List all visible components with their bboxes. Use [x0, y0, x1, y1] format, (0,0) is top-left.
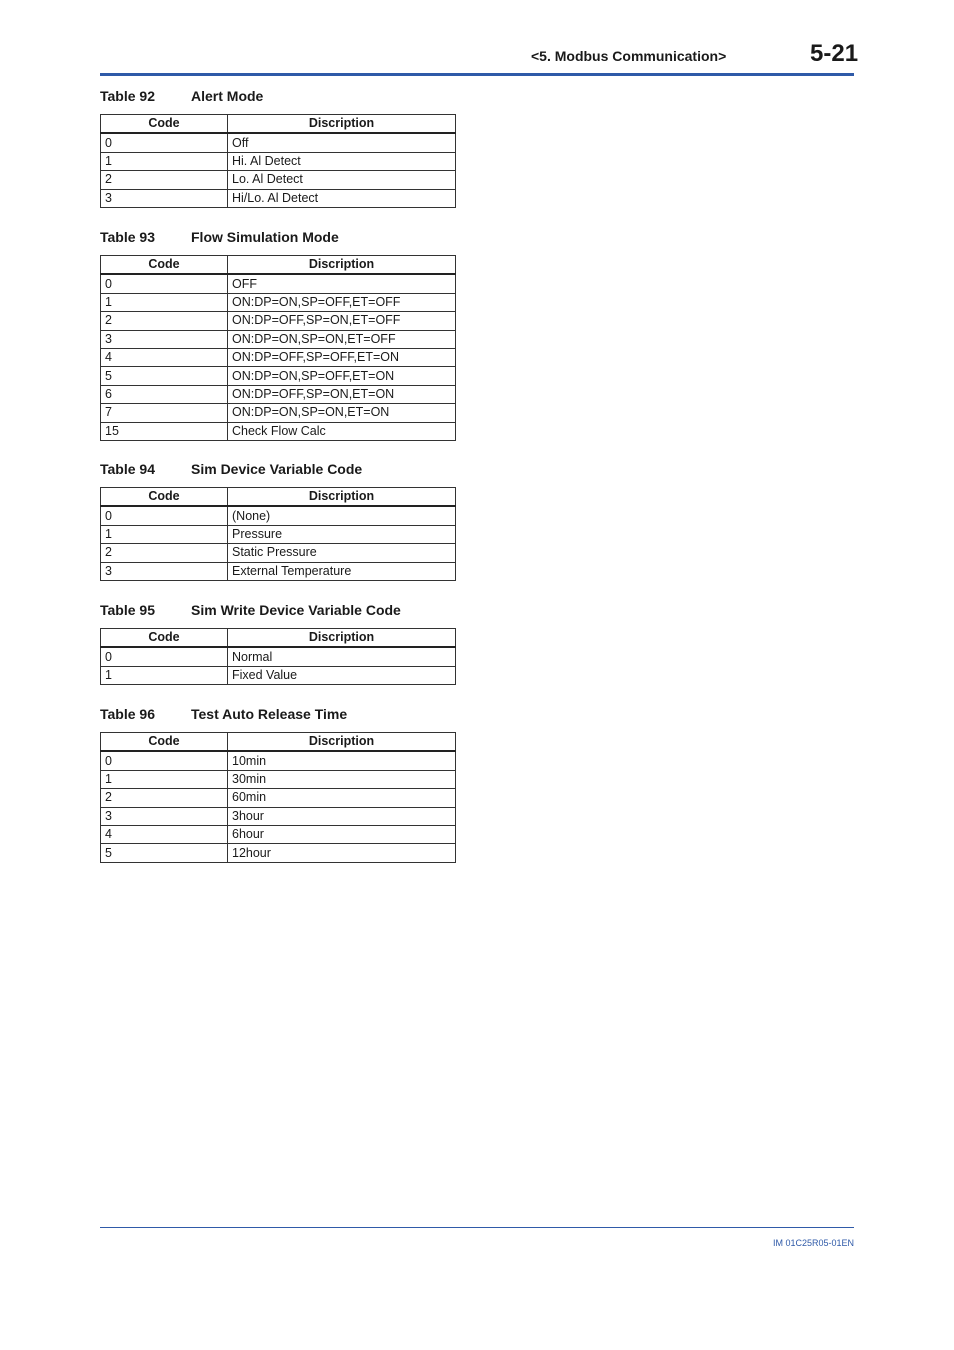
table-row	[101, 312, 456, 330]
cell-description: ON:DP=OFF,SP=OFF,ET=ON	[228, 348, 456, 366]
table-row	[101, 367, 456, 385]
cell-code: 0	[101, 274, 228, 293]
cell-code: 1	[101, 770, 228, 788]
table-row	[101, 189, 456, 207]
cell-code: 2	[101, 544, 228, 562]
cell-description: 6hour	[228, 825, 456, 843]
table-caption	[100, 602, 455, 619]
table-row	[101, 422, 456, 440]
cell-description: ON:DP=ON,SP=OFF,ET=ON	[228, 367, 456, 385]
cell-code: 15	[101, 422, 228, 440]
cell-code: 3	[101, 330, 228, 348]
cell-description: ON:DP=ON,SP=OFF,ET=OFF	[228, 293, 456, 311]
table-row	[101, 274, 456, 293]
table-block	[100, 88, 455, 208]
cell-description: Lo. Al Detect	[228, 171, 456, 189]
cell-description: OFF	[228, 274, 456, 293]
table-header-row	[101, 115, 456, 134]
table-number: Table 95	[100, 602, 155, 618]
cell-code: 0	[101, 647, 228, 666]
code-table	[100, 732, 456, 863]
table-row	[101, 404, 456, 422]
cell-description: Static Pressure	[228, 544, 456, 562]
document-id: IM 01C25R05-01EN	[772, 1238, 854, 1248]
cell-description: External Temperature	[228, 562, 456, 580]
header-code: Code	[101, 115, 228, 134]
header-description: Discription	[228, 629, 456, 648]
header-code: Code	[101, 256, 228, 275]
cell-description: Hi. Al Detect	[228, 152, 456, 170]
table-title: Test Auto Release Time	[191, 706, 348, 722]
table-row	[101, 544, 456, 562]
footer-rule	[100, 1227, 854, 1228]
table-number: Table 92	[100, 88, 155, 104]
cell-description: ON:DP=OFF,SP=ON,ET=ON	[228, 385, 456, 403]
table-number: Table 93	[100, 229, 155, 245]
table-row	[101, 152, 456, 170]
table-header-row	[101, 488, 456, 507]
cell-code: 4	[101, 348, 228, 366]
table-row	[101, 844, 456, 862]
table-title: Sim Write Device Variable Code	[191, 602, 401, 618]
cell-code: 1	[101, 152, 228, 170]
table-block	[100, 706, 455, 863]
table-header-row	[101, 256, 456, 275]
table-row	[101, 348, 456, 366]
cell-code: 2	[101, 312, 228, 330]
code-table	[100, 628, 456, 685]
table-row	[101, 647, 456, 666]
cell-code: 1	[101, 525, 228, 543]
table-row	[101, 506, 456, 525]
cell-code: 2	[101, 789, 228, 807]
cell-description: Check Flow Calc	[228, 422, 456, 440]
cell-description: 60min	[228, 789, 456, 807]
table-title: Sim Device Variable Code	[191, 461, 363, 477]
cell-description: 12hour	[228, 844, 456, 862]
table-row	[101, 133, 456, 152]
code-table	[100, 487, 456, 581]
table-block	[100, 229, 455, 441]
header-code: Code	[101, 733, 228, 752]
table-row	[101, 171, 456, 189]
cell-code: 4	[101, 825, 228, 843]
cell-code: 1	[101, 666, 228, 684]
table-block	[100, 602, 455, 685]
section-header: <5. Modbus Communication>	[531, 48, 727, 64]
cell-description: Off	[228, 133, 456, 152]
header-rule	[100, 73, 854, 76]
cell-code: 7	[101, 404, 228, 422]
table-header-row	[101, 629, 456, 648]
header-description: Discription	[228, 115, 456, 134]
cell-code: 0	[101, 133, 228, 152]
cell-description: ON:DP=OFF,SP=ON,ET=OFF	[228, 312, 456, 330]
table-caption	[100, 461, 455, 478]
table-header-row	[101, 733, 456, 752]
cell-description: Fixed Value	[228, 666, 456, 684]
table-caption	[100, 229, 455, 246]
cell-description: 30min	[228, 770, 456, 788]
header-description: Discription	[228, 256, 456, 275]
table-row	[101, 385, 456, 403]
table-number: Table 96	[100, 706, 155, 722]
cell-description: Pressure	[228, 525, 456, 543]
table-row	[101, 525, 456, 543]
table-block	[100, 461, 455, 581]
table-title: Alert Mode	[191, 88, 264, 104]
table-caption	[100, 706, 455, 723]
cell-description: Normal	[228, 647, 456, 666]
cell-code: 3	[101, 562, 228, 580]
cell-code: 0	[101, 506, 228, 525]
cell-description: 10min	[228, 751, 456, 770]
code-table	[100, 114, 456, 208]
page-number: 5-21	[810, 40, 859, 67]
cell-description: ON:DP=ON,SP=ON,ET=OFF	[228, 330, 456, 348]
cell-code: 2	[101, 171, 228, 189]
table-row	[101, 751, 456, 770]
table-row	[101, 770, 456, 788]
cell-description: ON:DP=ON,SP=ON,ET=ON	[228, 404, 456, 422]
header-code: Code	[101, 629, 228, 648]
table-row	[101, 330, 456, 348]
table-caption	[100, 88, 455, 105]
table-row	[101, 562, 456, 580]
table-row	[101, 293, 456, 311]
table-row	[101, 666, 456, 684]
code-table	[100, 255, 456, 441]
cell-code: 6	[101, 385, 228, 403]
table-row	[101, 807, 456, 825]
table-row	[101, 825, 456, 843]
cell-description: Hi/Lo. Al Detect	[228, 189, 456, 207]
cell-code: 3	[101, 807, 228, 825]
cell-code: 3	[101, 189, 228, 207]
table-title: Flow Simulation Mode	[191, 229, 339, 245]
cell-code: 0	[101, 751, 228, 770]
cell-code: 1	[101, 293, 228, 311]
header-description: Discription	[228, 733, 456, 752]
table-row	[101, 789, 456, 807]
cell-description: 3hour	[228, 807, 456, 825]
cell-description: (None)	[228, 506, 456, 525]
cell-code: 5	[101, 844, 228, 862]
cell-code: 5	[101, 367, 228, 385]
header-description: Discription	[228, 488, 456, 507]
header-code: Code	[101, 488, 228, 507]
table-number: Table 94	[100, 461, 155, 477]
